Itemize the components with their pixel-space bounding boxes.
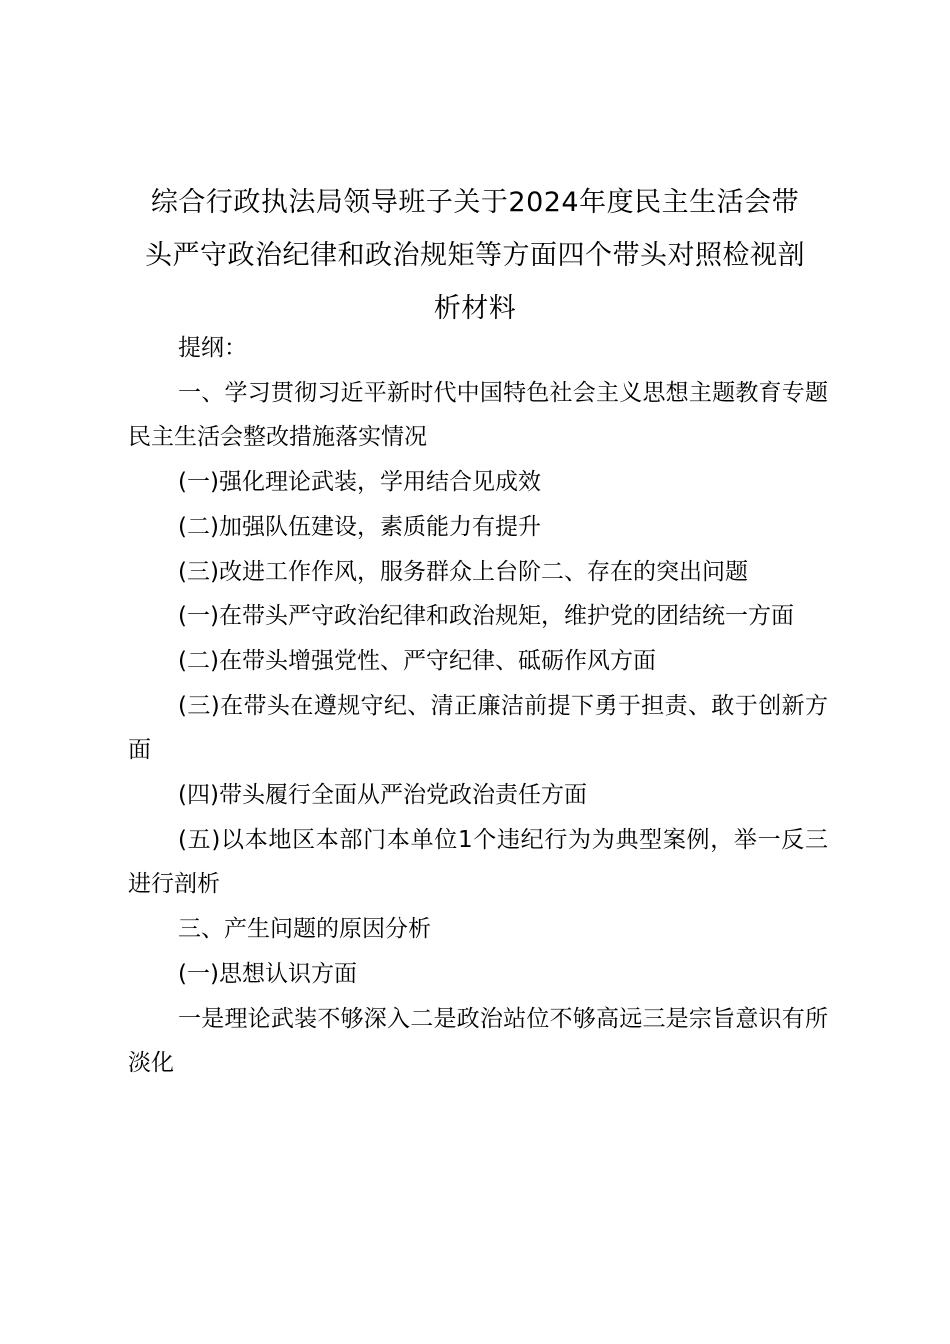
- subsection-item: (一)思想认识方面: [178, 960, 357, 987]
- outline-label: 提纲：: [178, 335, 247, 361]
- document-title: [120, 176, 830, 335]
- subsection-item: (二)在带头增强党性、严守纪律、砥砺作风方面: [178, 647, 656, 674]
- subsection-item: (四)带头履行全面从严治党政治责任方面: [178, 782, 587, 809]
- subsection-item: (三)改进工作作风，服务群众上台阶二、存在的突出问题: [178, 558, 748, 585]
- subsection-item: (二)加强队伍建设，素质能力有提升: [178, 513, 541, 540]
- title-line-1: 综合行政执法局领导班子关于2024年度民主生活会带: [150, 187, 800, 218]
- subsection-item: (三)在带头在遵规守纪、清正廉洁前提下勇于担责、敢于创新方面: [128, 692, 828, 764]
- subsection-item: (一)在带头严守政治纪律和政治规矩，维护党的团结统一方面: [178, 603, 794, 630]
- body-paragraph: 一是理论武装不够深入二是政治站位不够高远三是宗旨意识有所淡化: [128, 1005, 828, 1077]
- title-line-3: 析材料: [433, 293, 517, 324]
- section-heading-3: 三、产生问题的原因分析: [178, 916, 431, 943]
- title-line-2: 头严守政治纪律和政治规矩等方面四个带头对照检视剖: [145, 240, 805, 271]
- subsection-item: (一)强化理论武装，学用结合见成效: [178, 469, 541, 496]
- subsection-item: (五)以本地区本部门本单位1个违纪行为为典型案例，举一反三进行剖析: [128, 826, 828, 898]
- section-heading-1: 一、学习贯彻习近平新时代中国特色社会主义思想主题教育专题民主生活会整改措施落实情况: [128, 379, 828, 451]
- document-body: [128, 326, 828, 1086]
